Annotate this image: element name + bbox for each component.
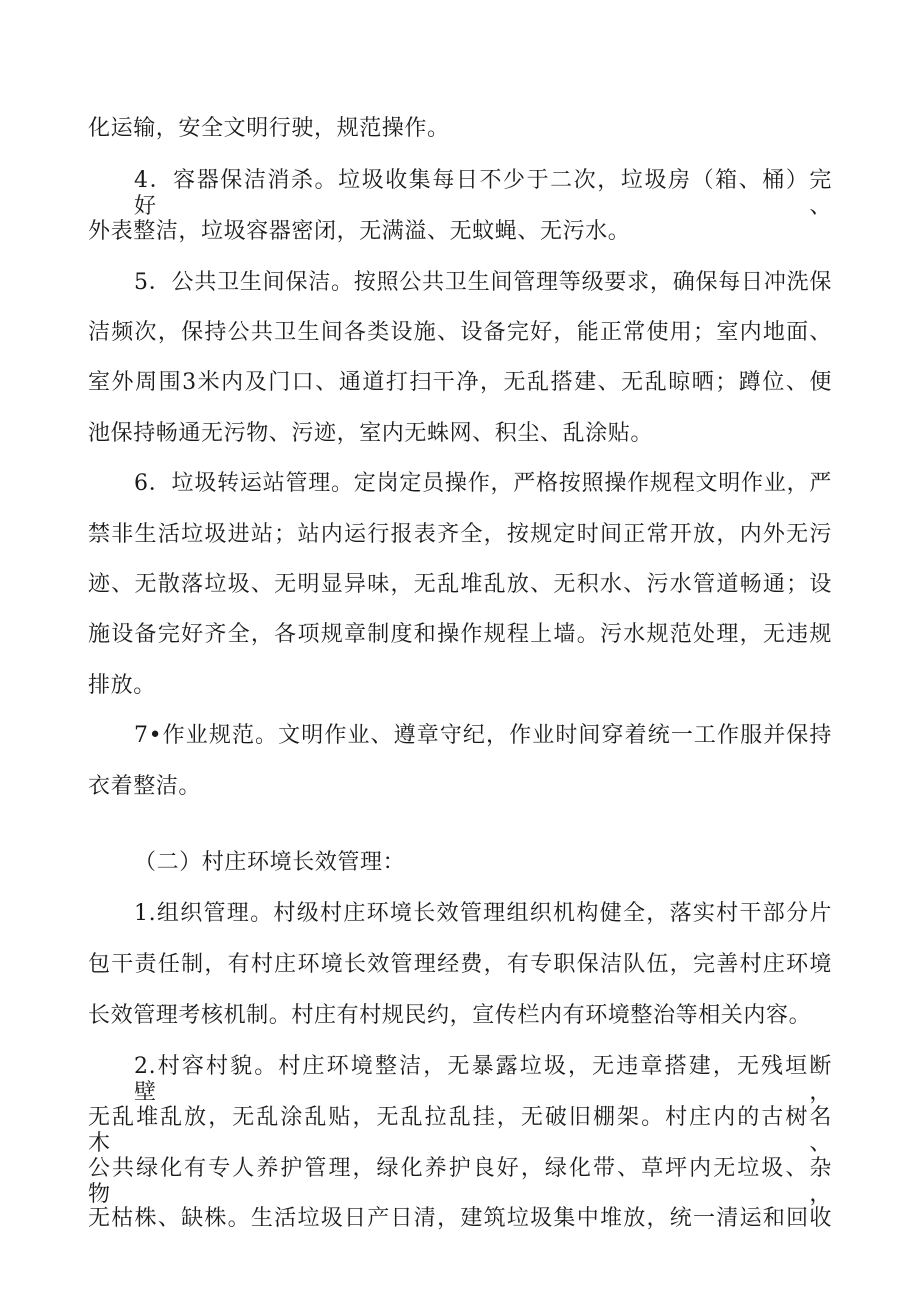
text-line: 室外周围3米内及门口、通道打扫干净，无乱搭建、无乱晾晒；蹲位、便 <box>88 370 832 395</box>
text-line: 无乱堆乱放，无乱涂乱贴，无乱拉乱挂，无破旧棚架。村庄内的古树名木、 <box>88 1105 832 1156</box>
text-line: 洁频次，保持公共卫生间各类设施、设备完好，能正常使用；室内地面、 <box>88 320 832 345</box>
text-line: 外表整洁，垃圾容器密闭，无满溢、无蚊蝇、无污水。 <box>88 219 631 244</box>
text-line: 2.村容村貌。村庄环境整洁，无暴露垃圾，无违章搭建，无残垣断壁， <box>134 1054 832 1105</box>
text-line: 施设备完好齐全，各项规章制度和操作规程上墙。污水规范处理，无违规 <box>88 622 832 647</box>
text-line: 衣着整洁。 <box>88 774 202 799</box>
text-line: 禁非生活垃圾进站；站内运行报表齐全，按规定时间正常开放，内外无污 <box>88 522 832 547</box>
text-line: 6．垃圾转运站管理。定岗定员操作，严格按照操作规程文明作业，严 <box>134 471 832 496</box>
text-line: 4．容器保洁消杀。垃圾收集每日不少于二次，垃圾房（箱、桶）完好、 <box>134 168 832 219</box>
text-line: 长效管理考核机制。村庄有村规民约，宣传栏内有环境整治等相关内容。 <box>88 1003 812 1028</box>
text-line: 5．公共卫生间保洁。按照公共卫生间管理等级要求，确保每日冲洗保 <box>134 270 832 295</box>
text-line: 排放。 <box>88 673 156 698</box>
section-title: （二）村庄环境长效管理： <box>134 850 406 875</box>
text-line: 包干责任制，有村庄环境长效管理经费，有专职保洁队伍，完善村庄环境 <box>88 952 832 977</box>
text-line: 化运输，安全文明行驶，规范操作。 <box>88 116 450 141</box>
text-line: 迹、无散落垃圾、无明显异味，无乱堆乱放、无积水、污水管道畅通；设 <box>88 572 832 597</box>
text-line: 7•作业规范。文明作业、遵章守纪，作业时间穿着统一工作服并保持 <box>134 723 832 748</box>
text-line: 池保持畅通无污物、污迹，室内无蛛网、积尘、乱涂贴。 <box>88 421 654 446</box>
text-line: 1.组织管理。村级村庄环境长效管理组织机构健全，落实村干部分片 <box>134 901 832 926</box>
text-line: 无枯株、缺株。生活垃圾日产日清，建筑垃圾集中堆放，统一清运和回收 <box>88 1206 832 1231</box>
text-line: 公共绿化有专人养护管理，绿化养护良好，绿化带、草坪内无垃圾、杂物， <box>88 1156 832 1207</box>
